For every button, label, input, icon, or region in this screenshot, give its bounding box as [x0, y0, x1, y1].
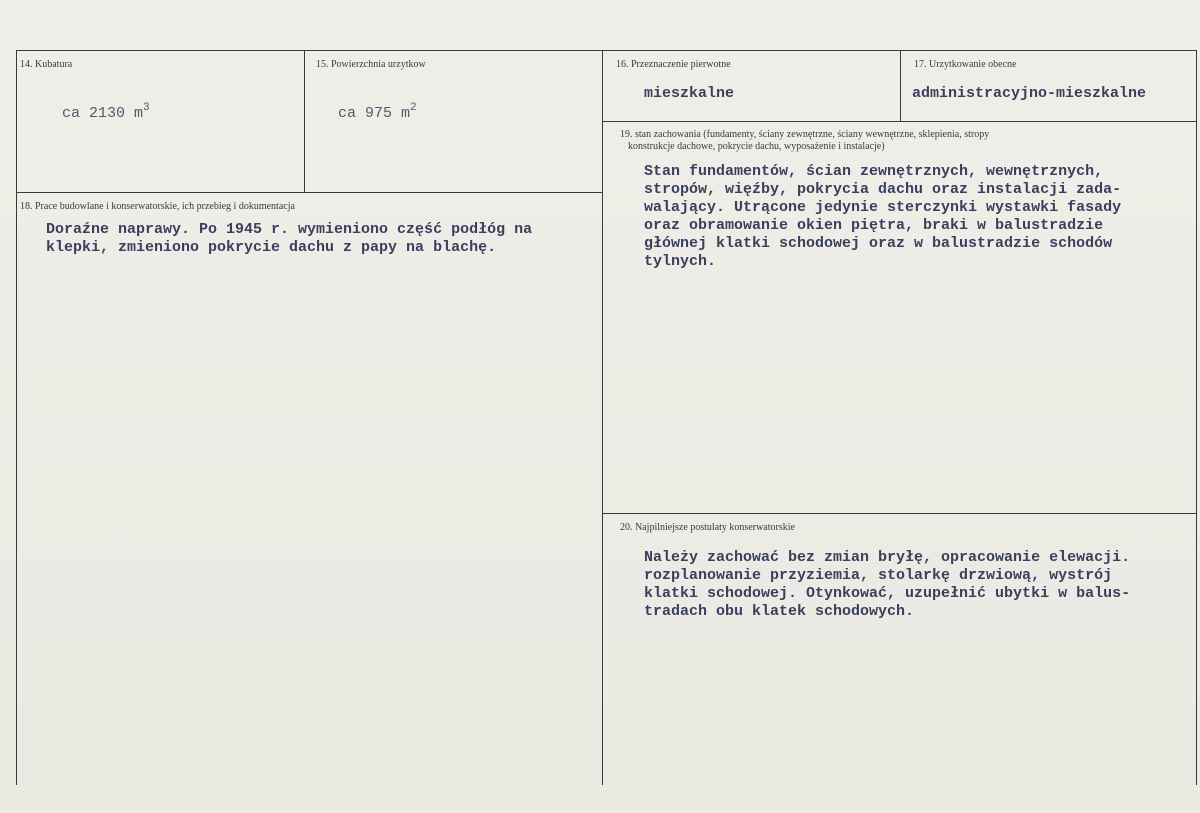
field-18-line-1: Doraźne naprawy. Po 1945 r. wymieniono część podłóg na [46, 221, 533, 238]
field-19-line-6: tylnych. [644, 253, 717, 270]
field-15-amount: ca 975 m [338, 105, 411, 122]
field-18-label: 18. Prace budowlane i konserwatorskie, ich przebieg i dokumentacja [20, 201, 295, 212]
field-20-line-3: klatki schodowej. Otynkować, uzupełnić ubytki w balus- [644, 585, 1131, 602]
field-19-label-line-1: 19. stan zachowania (fundamenty, ściany zewnętrzne, ściany wewnętrzne, sklepienia, stropy [620, 129, 990, 140]
top-rule [16, 50, 1196, 51]
field-19-line-5: głównej klatki schodowej oraz w balustradzie schodów [644, 235, 1113, 252]
right-border [1196, 50, 1197, 785]
field-20-line-2: rozplanowanie przyziemia, stolarkę drzwiową, wystrój [644, 567, 1113, 584]
field-15-value [338, 100, 417, 122]
field-19-line-4: oraz obramowanie okien piętra, braki w balustradzie [644, 217, 1104, 234]
field-20-line-1: Należy zachować bez zmian bryłę, opracowanie elewacji. [644, 549, 1131, 566]
field-16-value: mieszkalne [644, 85, 735, 102]
field19-bottom-rule [602, 513, 1196, 514]
field-15-unit-exponent: 2 [410, 102, 417, 114]
field-14-amount: ca 2130 m [62, 105, 144, 122]
field-19-line-3: walający. Utrącone jedynie sterczynki wystawki fasady [644, 199, 1122, 216]
divider-16-17 [900, 50, 901, 121]
field-17-value: administracyjno-mieszkalne [912, 85, 1147, 102]
field-19-label-line-2: konstrukcje dachowe, pokrycie dachu, wyposażenie i instalacje) [628, 141, 885, 152]
field-19-line-1: Stan fundamentów, ścian zewnętrznych, wewnętrznych, [644, 163, 1104, 180]
field-14-unit-exponent: 3 [143, 102, 150, 114]
field-15-label: 15. Powierzchnia urzytkow [316, 59, 426, 70]
row1-bottom-rule-right [602, 121, 1196, 122]
divider-14-15 [304, 50, 305, 192]
row1-bottom-rule-left [16, 192, 602, 193]
field-20-line-4: tradach obu klatek schodowych. [644, 603, 915, 620]
left-border [16, 50, 17, 785]
field-14-label: 14. Kubatura [20, 59, 73, 70]
field-18-line-2: klepki, zmieniono pokrycie dachu z papy na blachę. [46, 239, 497, 256]
field-20-label: 20. Najpilniejsze postulaty konserwatorskie [620, 522, 795, 533]
field-14-value [62, 100, 150, 122]
field-16-label: 16. Przeznaczenie pierwotne [616, 59, 731, 70]
field-19-line-2: stropów, więźby, pokrycia dachu oraz instalacji zada- [644, 181, 1122, 198]
field-17-label: 17. Urzytkowanie obecne [914, 59, 1017, 70]
center-divider [602, 50, 603, 785]
